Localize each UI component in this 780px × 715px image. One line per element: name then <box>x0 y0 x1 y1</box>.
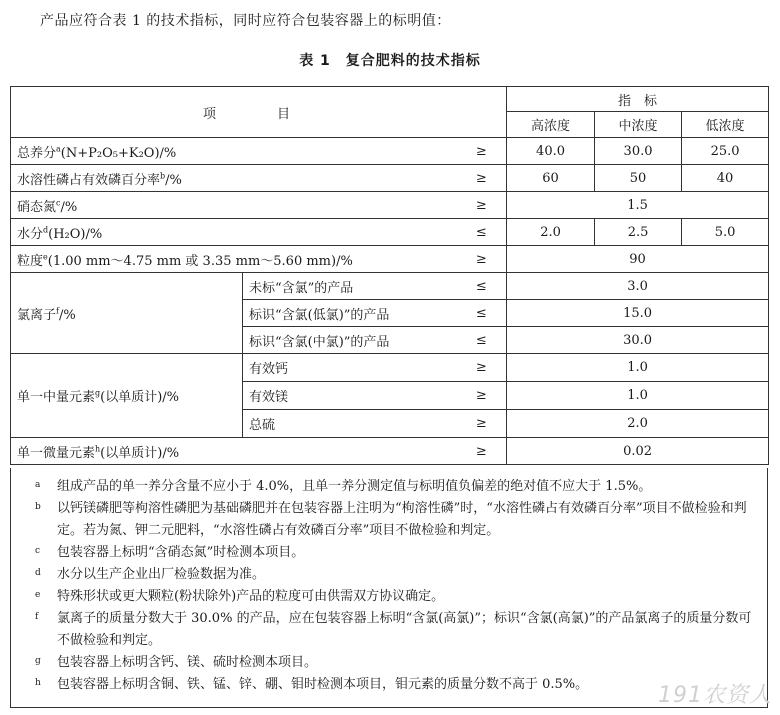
label-text: 氯离子 <box>17 307 57 323</box>
row-nutrient <box>11 138 769 165</box>
value-all: 3.0 <box>507 273 769 300</box>
value-all: 15.0 <box>507 300 769 327</box>
footnote-mark: f <box>56 306 59 316</box>
label-formula: (H₂O)/% <box>48 226 103 242</box>
sub-label: 标识“含氯(低氯)”的产品 <box>243 300 457 327</box>
footnotes <box>10 468 768 708</box>
intro-text: 产品应符合表 1 的技术指标，同时应符合包装容器上的标明值： <box>40 13 451 29</box>
label-text: 总养分 <box>17 145 57 161</box>
label-unit: /% <box>165 172 182 188</box>
label-text: 水分 <box>17 226 44 242</box>
footnote-mark: a <box>56 144 61 154</box>
value-all: 2.0 <box>507 410 769 438</box>
sub-label: 未标“含氯”的产品 <box>243 273 457 300</box>
footnote-mark: a <box>35 480 41 490</box>
row-label <box>11 246 457 273</box>
value-all: 90 <box>507 246 769 273</box>
value-all: 30.0 <box>507 327 769 354</box>
footnote-mark: h <box>35 678 41 688</box>
comparison-symbol: ≥ <box>457 438 507 465</box>
sub-label: 标识“含氯(中氯)”的产品 <box>243 327 457 354</box>
footnote-mark: g <box>35 656 41 666</box>
label-text: 粒度 <box>17 253 44 269</box>
footnote-text: 包装容器上标明含钙、镁、硫时检测本项目。 <box>57 655 318 670</box>
sub-label: 总硫 <box>243 410 457 438</box>
value-all: 1.5 <box>507 192 769 219</box>
header-item: 项 目 <box>11 87 507 138</box>
header-mid: 中浓度 <box>595 112 682 138</box>
sub-label: 有效镁 <box>243 382 457 410</box>
footnote-mark: g <box>95 388 101 398</box>
group-label <box>11 354 243 438</box>
label-detail: (1.00 mm～4.75 mm 或 3.35 mm～5.60 mm)/% <box>47 253 353 269</box>
row-granule <box>11 246 769 273</box>
spec-table <box>10 86 769 465</box>
value-high: 40.0 <box>507 138 595 165</box>
footnote-mark: c <box>35 546 41 556</box>
footnote-text: 包装容器上标明含铜、铁、锰、锌、硼、钼时检测本项目，钼元素的质量分数不高于 0.5%。 <box>57 677 589 692</box>
footnote-mark: e <box>43 252 48 262</box>
header-low: 低浓度 <box>682 112 769 138</box>
label-text: 水溶性磷占有效磷百分率 <box>17 172 161 188</box>
value-mid: 2.5 <box>595 219 682 246</box>
comparison-symbol: ≥ <box>457 165 507 192</box>
value-high: 2.0 <box>507 219 595 246</box>
footnote-text: 特殊形状或更大颗粒(粉状除外)产品的粒度可由供需双方协议确定。 <box>57 589 445 604</box>
label-text: 硝态氮 <box>17 199 57 215</box>
comparison-symbol: ≤ <box>457 219 507 246</box>
watermark: 191农资人 <box>658 683 772 708</box>
footnote-text: 氯离子的质量分数大于 30.0% 的产品，应在包装容器上标明“含氯(高氯)”；标识“含氯(高氯)”的产品氯离子的质量分数可不做检验和判定。 <box>57 611 752 648</box>
comparison-symbol: ≥ <box>457 410 507 438</box>
row-label <box>11 192 457 219</box>
header-high: 高浓度 <box>507 112 595 138</box>
comparison-symbol: ≤ <box>457 327 507 354</box>
comparison-symbol: ≥ <box>457 138 507 165</box>
footnote-mark: b <box>160 171 166 181</box>
footnote-mark: h <box>95 444 101 454</box>
footnote-f <box>35 608 753 652</box>
footnote-mark: c <box>56 198 61 208</box>
row-label <box>11 438 457 465</box>
table-title: 表 1 复合肥料的技术指标 <box>299 53 481 69</box>
group-label <box>11 273 243 354</box>
label-unit: /% <box>60 199 78 215</box>
footnote-mark: d <box>35 568 41 578</box>
footnote-a <box>35 476 753 498</box>
footnote-mark: e <box>35 590 41 600</box>
footnote-text: 以钙镁磷肥等枸溶性磷肥为基础磷肥并在包装容器上注明为“枸溶性磷”时，“水溶性磷占有效磷百分率”项目不做检验和判定。若为氮、钾二元肥料，“水溶性磷占有效磷百分率”项目不做检验和判定。 <box>57 501 747 538</box>
row-micro <box>11 438 769 465</box>
label-text: 单一中量元素 <box>17 390 96 405</box>
footnote-text: 组成产品的单一养分含量不应小于 4.0%，且单一养分测定值与标明值负偏差的绝对值不应大于 1.5%。 <box>57 479 652 494</box>
comparison-symbol: ≤ <box>457 300 507 327</box>
comparison-symbol: ≥ <box>457 246 507 273</box>
value-low: 5.0 <box>682 219 769 246</box>
footnote-d <box>35 564 753 586</box>
row-moisture <box>11 219 769 246</box>
value-mid: 50 <box>595 165 682 192</box>
footnote-mark: f <box>35 612 39 622</box>
comparison-symbol: ≥ <box>457 382 507 410</box>
value-all: 1.0 <box>507 354 769 382</box>
comparison-symbol: ≥ <box>457 192 507 219</box>
footnote-mark: b <box>35 502 41 512</box>
row-nitrate <box>11 192 769 219</box>
footnote-text: 包装容器上标明“含硝态氮”时检测本项目。 <box>57 545 305 560</box>
comparison-symbol: ≤ <box>457 273 507 300</box>
value-all: 1.0 <box>507 382 769 410</box>
footnote-text: 水分以生产企业出厂检验数据为准。 <box>57 567 266 582</box>
header-row <box>11 87 769 112</box>
label-unit: (以单质计)/% <box>100 390 180 405</box>
value-low: 25.0 <box>682 138 769 165</box>
footnote-mark: d <box>43 225 49 235</box>
value-mid: 30.0 <box>595 138 682 165</box>
label-formula: (N+P₂O₅+K₂O)/% <box>60 145 177 161</box>
row-label <box>11 138 457 165</box>
footnote-c <box>35 542 753 564</box>
footnote-e <box>35 586 753 608</box>
footnote-b <box>35 498 753 542</box>
label-text: 单一微量元素 <box>17 445 96 461</box>
sub-label: 有效钙 <box>243 354 457 382</box>
row-watersol <box>11 165 769 192</box>
row-chloride-1 <box>11 273 769 300</box>
value-all: 0.02 <box>507 438 769 465</box>
footnote-g <box>35 652 753 674</box>
row-secondary-1 <box>11 354 769 382</box>
row-label <box>11 165 457 192</box>
comparison-symbol: ≥ <box>457 354 507 382</box>
row-label <box>11 219 457 246</box>
label-unit: (以单质计)/% <box>100 445 180 461</box>
label-unit: /% <box>58 307 76 323</box>
footnote-h <box>35 674 753 696</box>
value-high: 60 <box>507 165 595 192</box>
value-low: 40 <box>682 165 769 192</box>
header-indicator: 指 标 <box>507 87 769 112</box>
